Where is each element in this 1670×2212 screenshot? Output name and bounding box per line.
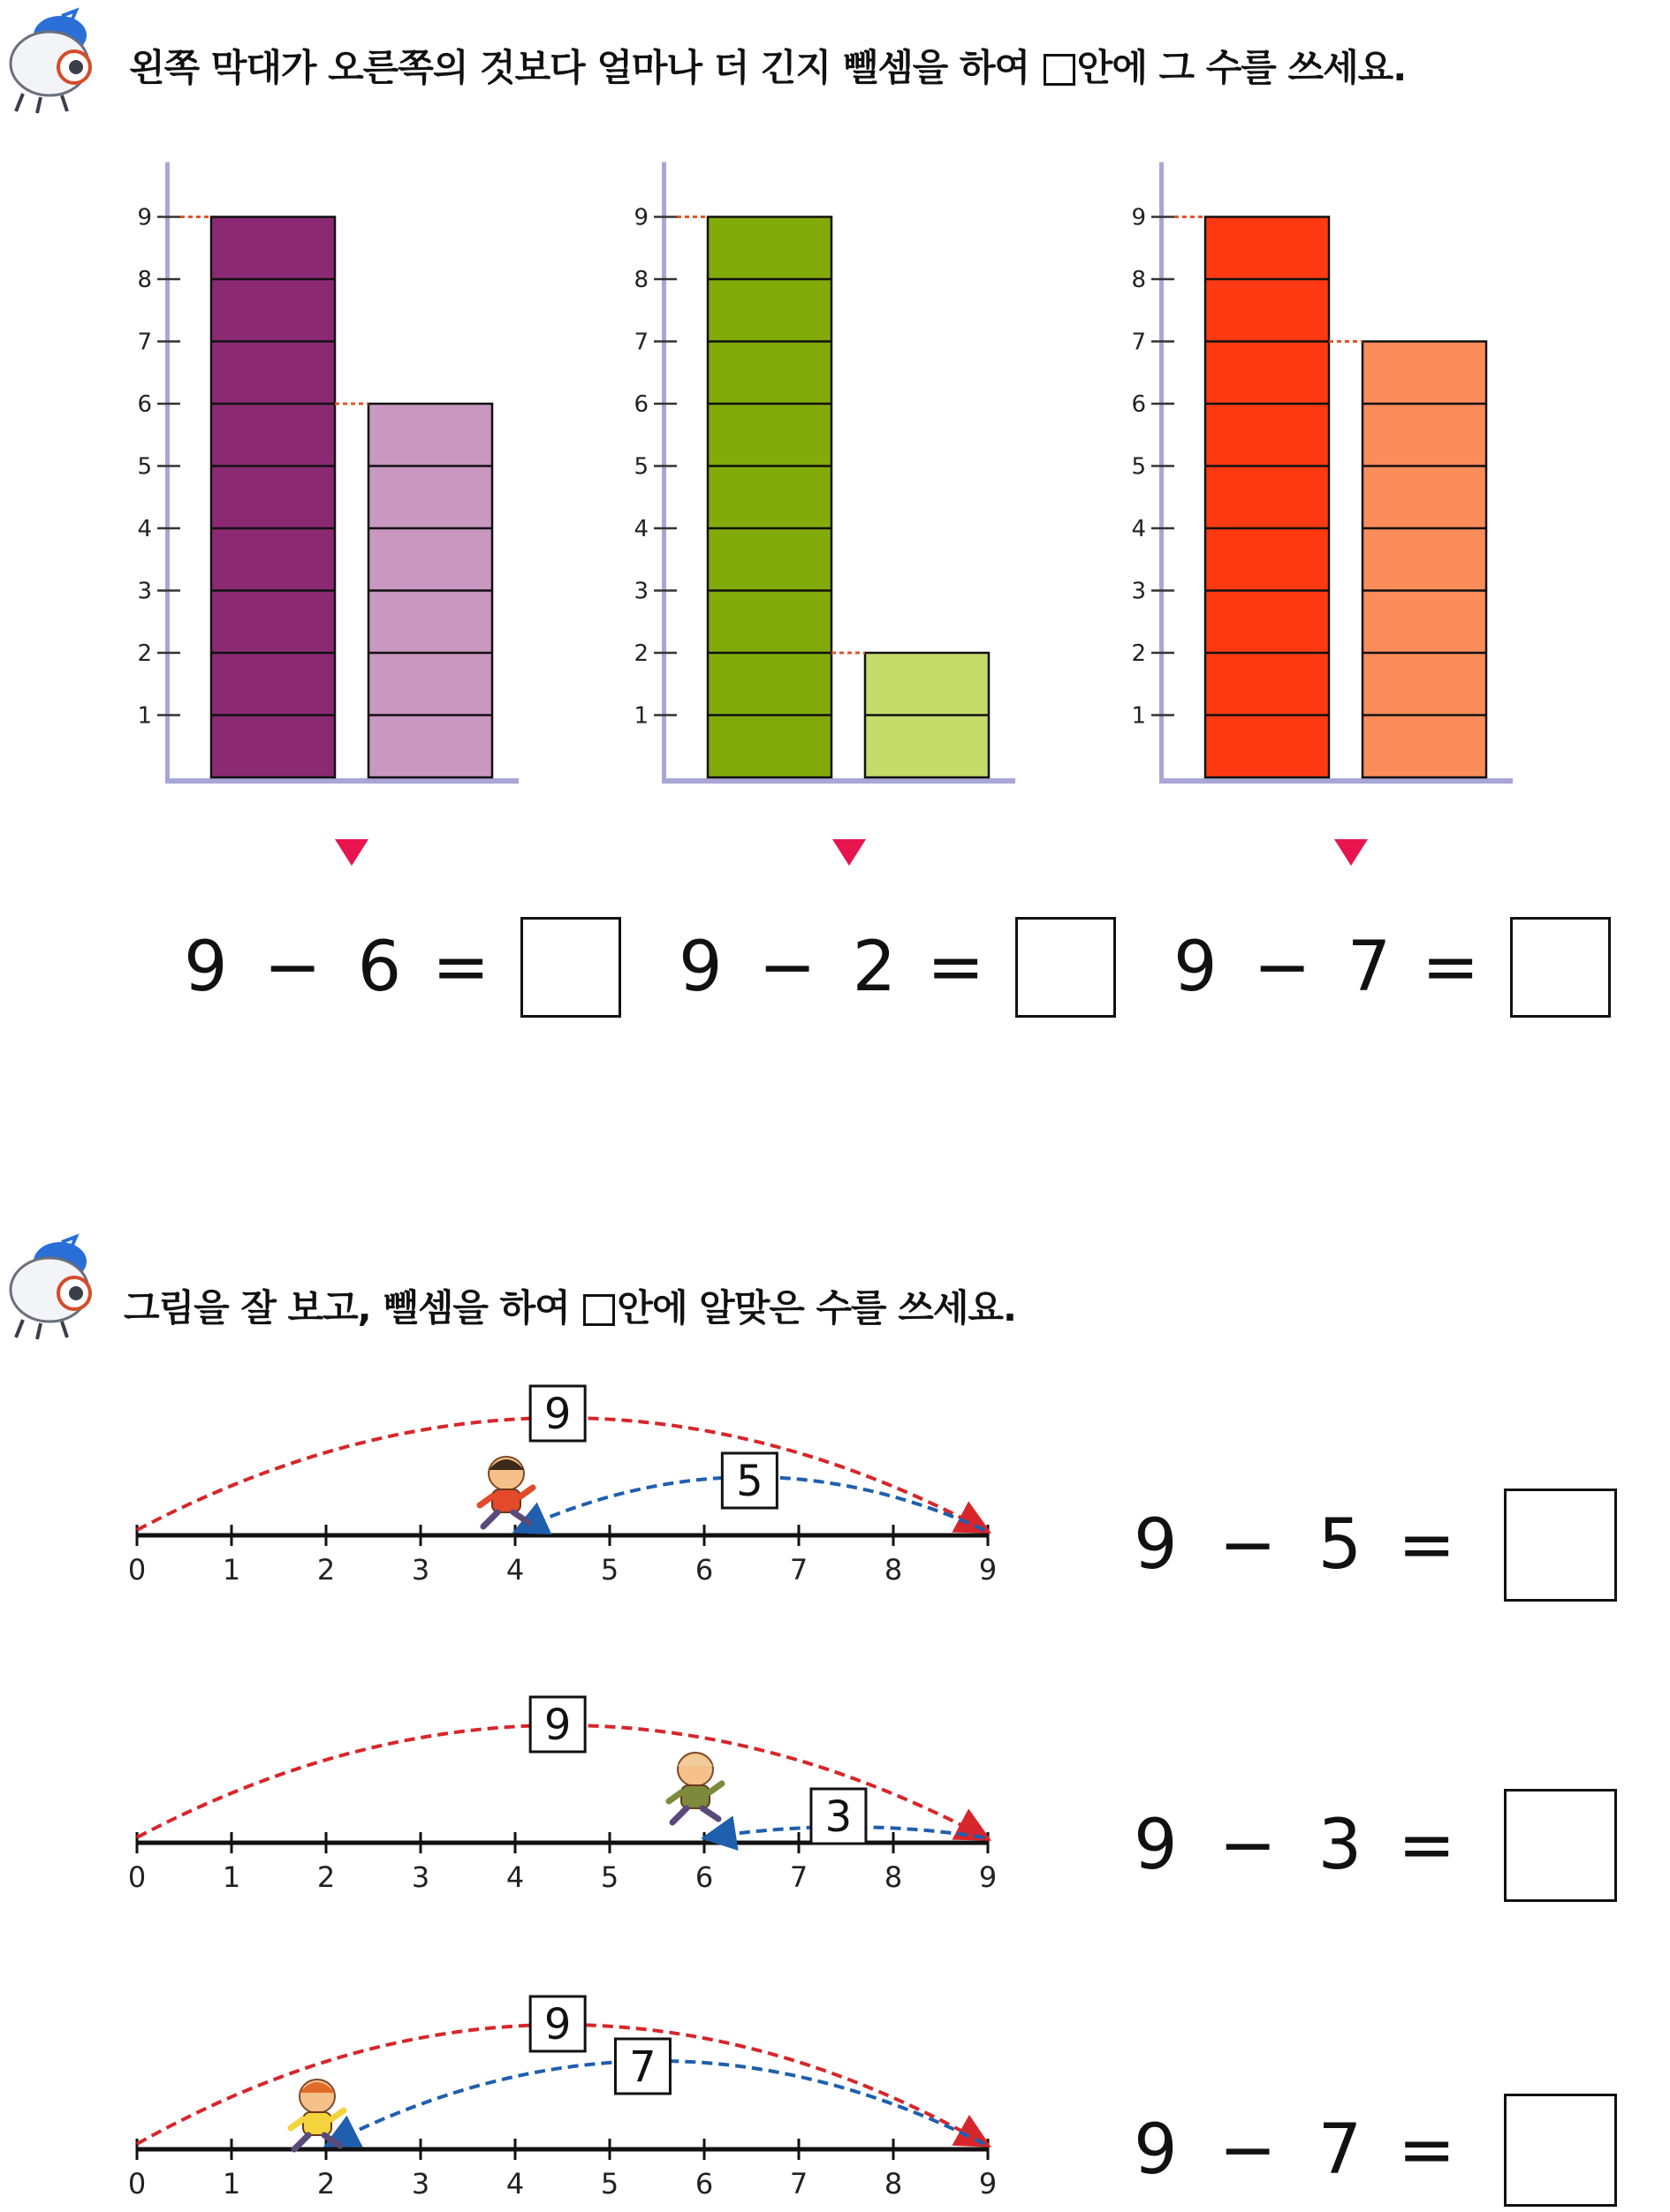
down-arrow-icon: [335, 839, 368, 866]
eq-equals: =: [432, 928, 490, 1007]
y-axis: [165, 163, 170, 784]
number-line-label: 0: [127, 1860, 147, 1894]
jump-label: [811, 1789, 866, 1844]
svg-text:9: 9: [543, 2000, 572, 2049]
y-tick-label: 5: [634, 453, 649, 481]
down-arrow-icon: [832, 839, 866, 866]
y-tick-label: 9: [137, 204, 152, 231]
answer-box[interactable]: [520, 917, 621, 1018]
down-arrow-icon: [1334, 839, 1368, 866]
instruction-2: 그림을 잘 보고, 뺄셈을 하여 안에 알맞은 수를 쓰세요.: [124, 1286, 1016, 1329]
svg-text:7: 7: [629, 2042, 657, 2092]
eq-term: 2: [852, 928, 897, 1007]
number-line-label: 8: [884, 2167, 903, 2201]
number-line-label: 4: [505, 1553, 525, 1587]
y-tick-label: 3: [634, 578, 649, 605]
eq-term: 7: [1347, 928, 1392, 1007]
number-line-label: 5: [600, 1860, 619, 1894]
x-axis: [165, 778, 519, 784]
eq-equals: =: [1398, 1806, 1456, 1885]
bar-chart-3: [1127, 159, 1542, 795]
eq-equals: =: [927, 928, 985, 1007]
bar: [368, 404, 492, 777]
eq-term: 6: [357, 928, 402, 1007]
number-line-label: 0: [127, 1553, 147, 1587]
number-line-label: 9: [978, 1553, 998, 1587]
answer-box[interactable]: [1504, 1789, 1617, 1902]
equation-5: [1134, 1789, 1617, 1902]
y-tick-label: 3: [137, 578, 152, 605]
number-line-label: 9: [978, 2167, 998, 2201]
jump-label: [722, 1453, 777, 1508]
x-axis: [662, 778, 1015, 784]
running-child-icon: [669, 1753, 722, 1822]
y-tick-label: 4: [1131, 516, 1146, 542]
number-line-label: 7: [789, 1553, 808, 1587]
number-line-label: 7: [789, 2167, 808, 2201]
y-axis: [662, 163, 666, 784]
equation-1: [184, 917, 621, 1018]
answer-box[interactable]: [1510, 917, 1611, 1018]
number-line-label: 6: [695, 2167, 714, 2201]
number-line-label: 4: [505, 1860, 525, 1894]
number-line-label: 3: [411, 1860, 430, 1894]
number-line-label: 1: [222, 1860, 241, 1894]
running-child-icon: [291, 2079, 344, 2149]
answer-box-icon: [583, 1294, 615, 1326]
y-tick-label: 1: [137, 702, 152, 730]
y-tick-label: 2: [634, 640, 649, 667]
number-line-label: 2: [316, 2167, 336, 2201]
y-tick-label: 7: [634, 329, 649, 356]
number-line-label: 5: [600, 1553, 619, 1587]
y-tick-label: 8: [137, 267, 152, 293]
mascot-icon: [5, 9, 111, 115]
eq-term: 9: [184, 928, 228, 1007]
bar: [1363, 342, 1486, 778]
y-tick-label: 7: [137, 329, 152, 356]
bar: [1205, 217, 1329, 778]
y-axis: [1159, 163, 1164, 784]
eq-term: 9: [679, 928, 723, 1007]
eq-equals: =: [1398, 1505, 1456, 1585]
number-line-2: [0, 1668, 1060, 1898]
y-tick-label: 4: [634, 516, 649, 542]
answer-box-icon: [1044, 54, 1075, 86]
answer-box[interactable]: [1504, 1489, 1617, 1602]
running-child-icon: [480, 1457, 533, 1526]
y-tick-label: 9: [634, 204, 649, 231]
eq-minus: −: [1218, 2110, 1277, 2190]
svg-text:9: 9: [543, 1390, 572, 1439]
number-line-label: 6: [695, 1860, 714, 1894]
eq-term: 9: [1134, 2110, 1178, 2190]
jump-label: [615, 2039, 670, 2094]
number-line-label: 2: [316, 1860, 336, 1894]
equation-3: [1173, 917, 1611, 1018]
mascot-icon: [5, 1235, 111, 1341]
y-tick-label: 1: [1131, 702, 1146, 730]
eq-minus: −: [1253, 928, 1311, 1007]
bar-chart-1: [133, 159, 548, 795]
y-tick-label: 6: [1131, 391, 1146, 418]
y-tick-label: 8: [1131, 267, 1146, 293]
eq-term: 9: [1173, 928, 1218, 1007]
number-line-label: 5: [600, 2167, 619, 2201]
eq-equals: =: [1422, 928, 1480, 1007]
eq-term: 5: [1317, 1505, 1363, 1585]
bar: [865, 653, 989, 777]
equation-4: [1134, 1489, 1617, 1602]
equation-6: [1134, 2094, 1617, 2207]
y-tick-label: 5: [1131, 453, 1146, 481]
y-tick-label: 9: [1131, 204, 1146, 231]
svg-text:9: 9: [543, 1701, 572, 1750]
number-line-label: 8: [884, 1553, 903, 1587]
total-label: [530, 1386, 585, 1441]
number-line-label: 8: [884, 1860, 903, 1894]
total-label: [530, 1996, 585, 2051]
y-tick-label: 2: [137, 640, 152, 667]
x-axis: [1159, 778, 1513, 784]
y-tick-label: 8: [634, 267, 649, 293]
number-line-label: 7: [789, 1860, 808, 1894]
y-tick-label: 1: [634, 702, 649, 730]
y-tick-label: 2: [1131, 640, 1146, 667]
answer-box[interactable]: [1015, 917, 1116, 1018]
number-line-label: 9: [978, 1860, 998, 1894]
bar: [708, 217, 831, 778]
instruction-1: 왼쪽 막대가 오른쪽의 것보다 얼마나 더 긴지 뺄셈을 하여 안에 그 수를 쓰세요.: [129, 46, 1407, 89]
y-tick-label: 7: [1131, 329, 1146, 356]
number-line-label: 6: [695, 1553, 714, 1587]
number-line-1: [0, 1360, 1060, 1590]
number-line-label: 3: [411, 2167, 430, 2201]
bar: [211, 217, 335, 778]
y-tick-label: 3: [1131, 578, 1146, 605]
eq-minus: −: [1218, 1806, 1277, 1885]
y-tick-label: 6: [634, 391, 649, 418]
equation-2: [679, 917, 1116, 1018]
eq-term: 9: [1134, 1806, 1178, 1885]
svg-text:3: 3: [824, 1792, 853, 1842]
eq-minus: −: [758, 928, 816, 1007]
eq-term: 9: [1134, 1505, 1178, 1585]
eq-equals: =: [1398, 2110, 1456, 2190]
number-line-label: 3: [411, 1553, 430, 1587]
number-line-label: 1: [222, 2167, 241, 2201]
total-label: [530, 1697, 585, 1752]
number-line-3: [0, 1974, 1060, 2204]
number-line-label: 4: [505, 2167, 525, 2201]
eq-minus: −: [263, 928, 322, 1007]
number-line-label: 0: [127, 2167, 147, 2201]
y-tick-label: 5: [137, 453, 152, 481]
eq-minus: −: [1218, 1505, 1277, 1585]
answer-box[interactable]: [1504, 2094, 1617, 2207]
number-line-label: 2: [316, 1553, 336, 1587]
svg-text:5: 5: [736, 1457, 763, 1506]
y-tick-label: 4: [137, 516, 152, 542]
eq-term: 7: [1317, 2110, 1363, 2190]
number-line-label: 1: [222, 1553, 241, 1587]
y-tick-label: 6: [137, 391, 152, 418]
bar-chart-2: [629, 159, 1044, 795]
eq-term: 3: [1317, 1806, 1363, 1885]
